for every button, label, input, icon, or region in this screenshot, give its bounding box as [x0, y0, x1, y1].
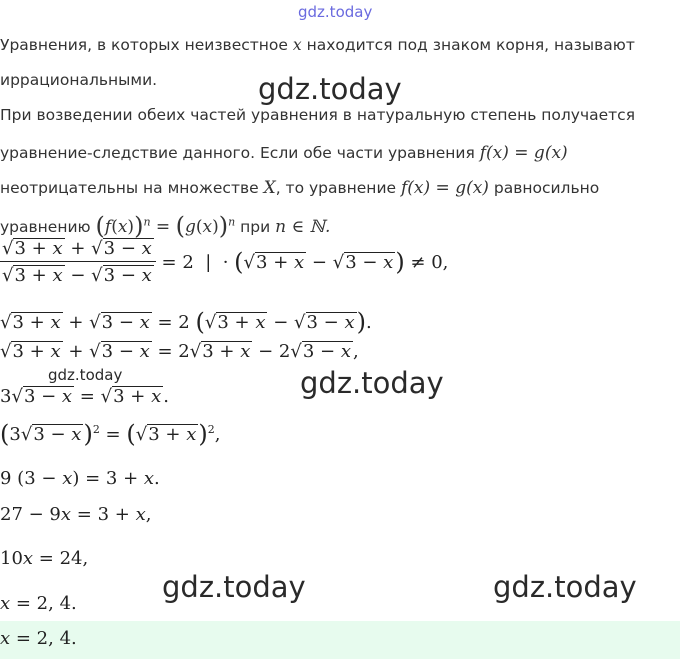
- solution-step-6: 9 (3 − x) = 3 + x.: [0, 468, 160, 489]
- theory-text: , то уравнение: [275, 179, 397, 197]
- watermark: gdz.today: [300, 366, 444, 400]
- theory-line-6: [0, 212, 330, 240]
- equation-f-g: f(x) = g(x): [401, 178, 489, 198]
- variable-x: x: [292, 36, 302, 54]
- theory-text: Уравнения, в которых неизвестное: [0, 36, 288, 54]
- solution-step-1: $\frac{√3 + x + √3 - x}{√3 + x - √3 - x}$ = 2 | · (√3 + x − √3 − x) ≠ 0,: [2, 238, 449, 286]
- theory-line-3: При возведении обеих частей уравнения в натуральную степень получается: [0, 106, 636, 124]
- solution-step-4: 3√3 − x = √3 + x .: [0, 386, 169, 407]
- theory-text: находится под знаком корня, называют: [306, 36, 635, 54]
- solution-step-5: $(3√3 - x)^2 = (√3 + x)^2$,: [0, 420, 221, 448]
- theory-line-1: [0, 36, 635, 54]
- watermark: gdz.today: [493, 570, 637, 604]
- solution-step-3: √3 + x + √3 − x = 2√3 + x − 2√3 − x ,: [0, 341, 359, 362]
- theory-text: равносильно: [493, 179, 600, 197]
- watermark: gdz.today: [258, 72, 402, 106]
- fraction: $\frac{√3 + x + √3 - x}{√3 + x - √3 - x}$: [0, 238, 156, 286]
- n-in-naturals: n ∈ ℕ.: [275, 217, 331, 237]
- watermark: gdz.today: [48, 366, 123, 384]
- theory-line-4: [0, 143, 568, 163]
- theory-line-2: иррациональными.: [0, 71, 158, 89]
- solution-step-8: 10x = 24,: [0, 548, 89, 569]
- theory-text: неотрицательны на множестве: [0, 179, 259, 197]
- watermark: gdz.today: [162, 570, 306, 604]
- set-x: X: [263, 178, 276, 198]
- theory-text: при: [240, 218, 271, 236]
- solution-step-9: x = 2, 4.: [0, 593, 77, 614]
- watermark-top: gdz.today: [298, 3, 373, 21]
- answer-box: [0, 621, 680, 659]
- theory-text: уравнение-следствие данного. Если обе части уравнения: [0, 144, 475, 162]
- equation-f-g: f(x) = g(x): [479, 143, 568, 163]
- answer-text: x = 2, 4.: [0, 628, 77, 649]
- theory-line-5: [0, 178, 599, 198]
- equivalent-equation: $(f(x))^n = (g(x))^n$: [95, 212, 236, 240]
- theory-text: уравнению: [0, 218, 91, 236]
- solution-step-7: 27 − 9x = 3 + x,: [0, 504, 152, 525]
- solution-step-2: √3 + x + √3 − x = 2 (√3 + x − √3 − x).: [0, 308, 372, 336]
